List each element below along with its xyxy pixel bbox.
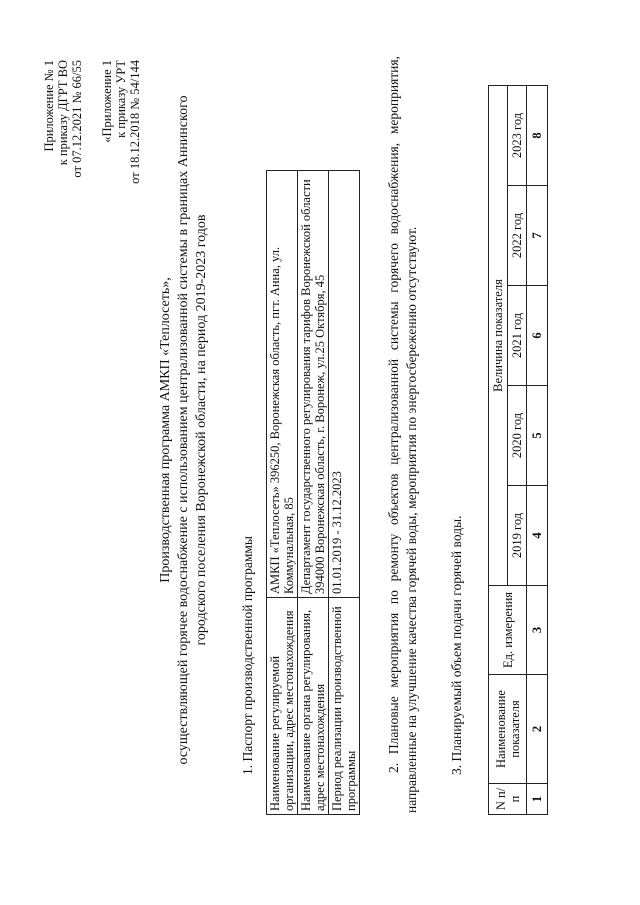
column-number: 5 bbox=[527, 386, 548, 486]
passport-table bbox=[266, 170, 360, 815]
passport-label: Наименование органа регулирования, адрес местонахождения bbox=[298, 598, 329, 815]
appendix-note-1 bbox=[42, 60, 84, 178]
passport-value: Департамент государственного регулирования тарифов Воронежской области 394000 Воронежская область, г. Воронеж, ул.25 Октября, 45 bbox=[298, 171, 329, 598]
header-year: 2019 год bbox=[508, 486, 527, 586]
appendix-1-line-3: от 07.12.2021 № 66/55 bbox=[70, 60, 84, 178]
section-2-paragraph: 2. Плановые мероприятия по ремонту объектов централизованной системы горячего водоснабжения, мероприятия, направленные на улучшение качества горячей воды, мероприятия по энергосбережению отсутствуют. bbox=[386, 56, 419, 813]
passport-value: 01.01.2019 - 31.12.2023 bbox=[329, 171, 360, 598]
appendix-2-line-1: «Приложение 1 bbox=[100, 60, 114, 143]
column-number: 7 bbox=[527, 186, 548, 286]
header-indicator-name: Наименование показателя bbox=[489, 675, 527, 784]
column-number: 1 bbox=[527, 784, 548, 815]
header-number: N п/п bbox=[489, 784, 527, 815]
section-3-heading: 3. Планируемый объем подачи горячей воды. bbox=[449, 515, 464, 775]
document-title-line-3: городского поселения Воронежской области, на период 2019-2023 годов bbox=[194, 214, 209, 646]
appendix-note-2 bbox=[100, 60, 142, 184]
hot-water-volume-table bbox=[488, 85, 548, 815]
table-row bbox=[329, 171, 360, 815]
passport-value: АМКП «Теплосеть» 396250, Воронежская область, пгт. Анна, ул. Коммунальная, 85 bbox=[267, 171, 298, 598]
table-row bbox=[298, 171, 329, 815]
passport-label: Наименование регулируемой организации, адрес местонахождения bbox=[267, 598, 298, 815]
table-row bbox=[267, 171, 298, 815]
column-number: 6 bbox=[527, 286, 548, 386]
column-number: 2 bbox=[527, 675, 548, 784]
table-row bbox=[527, 86, 548, 815]
header-year: 2020 год bbox=[508, 386, 527, 486]
appendix-2-line-2: к приказу УРТ bbox=[114, 60, 128, 138]
appendix-1-line-2: к приказу ДГРТ ВО bbox=[56, 60, 70, 166]
header-year: 2023 год bbox=[508, 86, 527, 186]
header-unit: Ед. измерения bbox=[489, 586, 527, 675]
column-number: 8 bbox=[527, 86, 548, 186]
table-header-row bbox=[489, 86, 508, 815]
column-number: 4 bbox=[527, 486, 548, 586]
column-number: 3 bbox=[527, 586, 548, 675]
document-title-line-2: осуществляющей горячее водоснабжение с использованием централизованной системы в границах Аннинского bbox=[176, 95, 191, 765]
header-year: 2021 год bbox=[508, 286, 527, 386]
header-year: 2022 год bbox=[508, 186, 527, 286]
section-1-heading: 1. Паспорт производственной программы bbox=[240, 536, 255, 775]
appendix-2-line-3: от 18.12.2018 № 54/144 bbox=[128, 60, 142, 184]
header-indicator-value: Величина показателя bbox=[489, 86, 508, 586]
document-title-line-1: Производственная программа АМКП «Теплосеть», bbox=[158, 277, 173, 583]
appendix-1-line-1: Приложение № 1 bbox=[42, 60, 56, 152]
passport-label: Период реализации производственной программы bbox=[329, 598, 360, 815]
